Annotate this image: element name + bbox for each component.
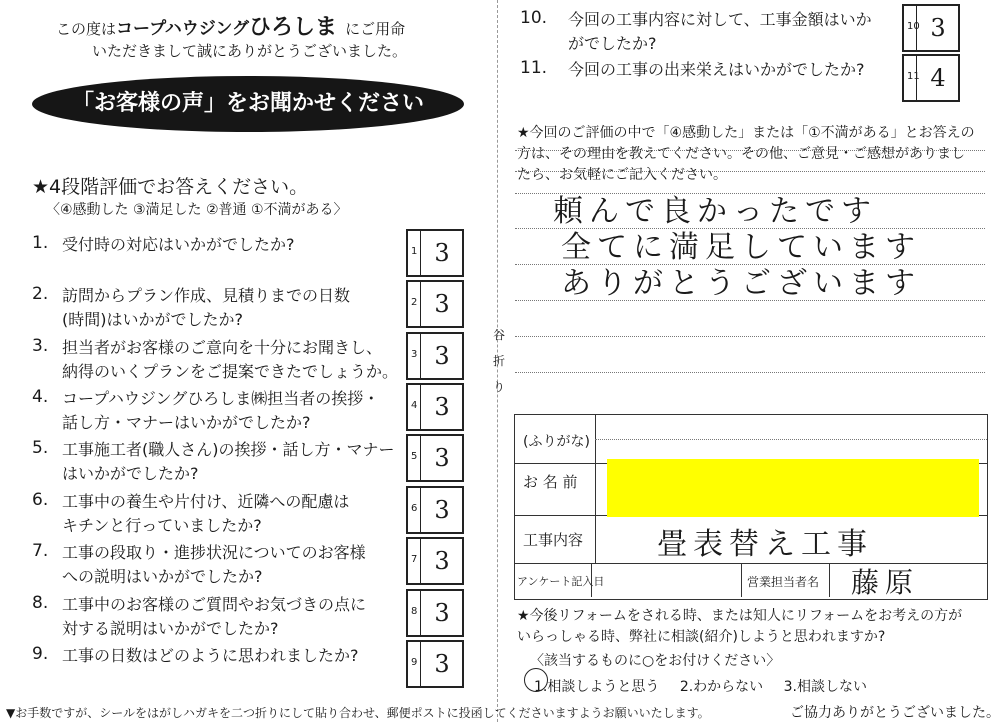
question-text <box>62 541 366 589</box>
rating-box[interactable] <box>406 229 464 277</box>
question-text <box>62 644 359 668</box>
question-number: 6. <box>32 490 49 510</box>
fold-label-char: 折 <box>492 354 505 368</box>
question-text <box>62 387 379 435</box>
referral-question <box>517 606 962 648</box>
rating-box[interactable] <box>406 640 464 688</box>
referral-option-2[interactable]: 2.わからない <box>679 679 764 695</box>
referral-instruction: 〈該当するものに○をお付けください〉 <box>530 653 781 669</box>
fold-label-char: 谷 <box>492 328 505 342</box>
ruled-line <box>515 171 985 172</box>
question-text-line: 訪問からプラン作成、見積りまでの日数 <box>62 286 351 305</box>
rating-box[interactable] <box>406 383 464 431</box>
question-text-line: 受付時の対応はいかがでしたか? <box>62 235 295 254</box>
rating-box[interactable] <box>406 486 464 534</box>
question-text-line: 工事中の養生や片付け、近隣への配慮は <box>62 492 350 511</box>
question-row <box>32 593 462 641</box>
rating-value: 3 <box>434 547 450 575</box>
rating-value: 3 <box>434 496 450 524</box>
question-text <box>62 438 395 486</box>
question-text-line: 話し方・マナーはいかがでしたか? <box>62 413 311 432</box>
question-row <box>32 284 462 332</box>
question-number: 3. <box>32 336 49 356</box>
rating-value: 3 <box>434 444 450 472</box>
footer-note: ▼お手数ですが、シールをはがしハガキを二つ折りにして貼り合わせ、郵便ポストに投函してくださいますようお願いいたします。 <box>6 706 710 720</box>
question-row <box>32 490 462 538</box>
question-text-line: キチンと行っていましたか? <box>62 516 262 535</box>
rating-box-divider <box>916 6 917 50</box>
rating-box-divider <box>420 436 421 480</box>
furigana-label: (ふりがな) <box>523 434 590 450</box>
question-row <box>520 8 980 56</box>
question-text <box>62 284 350 332</box>
rating-box-divider <box>420 591 421 635</box>
question-number: 4. <box>32 387 49 407</box>
question-text-line: (時間)はいかがでしたか? <box>62 310 243 329</box>
rating-box-divider <box>420 642 421 686</box>
question-number: 1. <box>32 233 49 253</box>
header-logo: ひろしま <box>249 14 338 40</box>
question-text-line: コープハウジングひろしま㈱担当者の挨拶・ <box>62 389 380 408</box>
rating-box[interactable] <box>406 589 464 637</box>
rating-box-number: 2 <box>411 297 418 308</box>
question-text-line: 工事の段取り・進捗状況についてのお客様 <box>62 543 366 562</box>
rating-box-number: 4 <box>411 400 418 411</box>
rating-value: 4 <box>930 64 946 92</box>
question-row <box>32 336 462 384</box>
question-row <box>32 387 462 435</box>
question-text <box>568 58 865 82</box>
question-text-line: 納得のいくプランをご提案できたでしょうか。 <box>62 362 399 381</box>
referral-option-3[interactable]: 3.相談しない <box>783 679 867 695</box>
question-number: 11. <box>520 58 548 78</box>
rating-box-divider <box>420 282 421 326</box>
rating-box[interactable] <box>406 332 464 380</box>
question-number: 8. <box>32 593 49 613</box>
date-label: アンケート記入日 <box>517 575 605 588</box>
question-text-line: 工事施工者(職人さん)の挨拶・話し方・マナー <box>62 440 395 459</box>
rating-title: ★4段階評価でお答えください。 <box>32 176 309 198</box>
work-label: 工事内容 <box>523 531 584 549</box>
comment-prompt-line: 方は、その理由を教えてください。その他、ご意見・ご感想がありまし <box>517 146 965 162</box>
rating-box-number: 9 <box>411 657 418 668</box>
rating-box-divider <box>420 539 421 583</box>
rating-box-divider <box>420 385 421 429</box>
rating-value: 3 <box>434 599 450 627</box>
rating-box-divider <box>420 231 421 275</box>
rating-box-number: 5 <box>411 451 418 462</box>
ruled-line <box>515 336 985 337</box>
rating-box-divider <box>916 56 917 100</box>
referral-question-line: ★今後リフォームをされる時、または知人にリフォームをお考えの方が <box>517 608 963 624</box>
referral-option-1[interactable]: 1.相談しようと思う <box>534 679 660 695</box>
rating-value: 3 <box>434 290 450 318</box>
rating-box-number: 1 <box>411 246 418 257</box>
question-text <box>568 8 872 56</box>
comment-prompt <box>517 123 975 186</box>
header-brand: コープハウジング <box>116 19 250 39</box>
referral-question-line: いらっしゃる時、弊社に相談(紹介)しようと思われますか? <box>517 629 886 645</box>
sales-value: 藤原 <box>851 566 920 599</box>
fold-label-char: り <box>492 380 505 394</box>
handwritten-line: 頼んで良かったです <box>553 194 877 229</box>
question-text-line: 今回の工事の出来栄えはいかがでしたか? <box>568 60 865 79</box>
name-redaction <box>607 459 979 517</box>
name-label: お 名 前 <box>523 473 578 491</box>
question-row <box>32 541 462 589</box>
rating-box[interactable] <box>406 280 464 328</box>
rating-box-number: 3 <box>411 349 418 360</box>
banner: 「お客様の声」をお聞かせください <box>32 76 464 132</box>
question-row <box>32 438 462 486</box>
question-text-line: への説明はいかがでしたか? <box>62 567 263 586</box>
customer-info-table <box>514 414 988 600</box>
question-number: 5. <box>32 438 49 458</box>
question-row <box>520 58 980 106</box>
rating-value: 3 <box>434 650 450 678</box>
fold-label <box>492 322 506 400</box>
referral-options <box>534 676 867 696</box>
question-number: 9. <box>32 644 49 664</box>
question-text <box>62 593 366 641</box>
rating-scale: 〈④感動した ③満足した ②普通 ①不満がある〉 <box>46 202 348 218</box>
question-text-line: 担当者がお客様のご意向を十分にお聞きし、 <box>62 338 383 357</box>
header-suffix: にご用命 <box>345 20 406 38</box>
rating-box[interactable] <box>902 54 960 102</box>
rating-value: 3 <box>434 393 450 421</box>
rating-value: 3 <box>434 239 450 267</box>
comment-prompt-line: たら、お気軽にご記入ください。 <box>517 167 727 183</box>
question-number: 2. <box>32 284 49 304</box>
work-value: 畳表替え工事 <box>657 527 873 562</box>
option-circle-mark <box>524 668 548 692</box>
rating-box-number: 8 <box>411 606 418 617</box>
question-text-line: 今回の工事内容に対して、工事金額はいか <box>568 10 872 29</box>
question-text-line: 対する説明はいかがでしたか? <box>62 619 279 638</box>
question-row <box>32 233 462 281</box>
rating-value: 3 <box>434 342 450 370</box>
question-text-line: はいかがでしたか? <box>62 464 199 483</box>
question-number: 10. <box>520 8 548 28</box>
handwritten-line: 全てに満足しています <box>561 230 921 265</box>
rating-box-number: 7 <box>411 554 418 565</box>
ruled-line <box>515 372 985 373</box>
sales-label: 営業担当者名 <box>747 575 820 589</box>
footer-thanks: ご協力ありがとうございました。 <box>790 705 1000 721</box>
question-text-line: 工事の日数はどのように思われましたか? <box>62 646 359 665</box>
comment-handwritten <box>553 194 921 302</box>
rating-box[interactable] <box>406 537 464 585</box>
rating-box-divider <box>420 334 421 378</box>
handwritten-line: ありがとうございます <box>561 266 921 301</box>
question-text <box>62 490 349 538</box>
question-text-line: がでしたか? <box>568 34 657 53</box>
header-line1 <box>56 10 405 41</box>
rating-value: 3 <box>930 14 946 42</box>
comment-prompt-line: ★今回のご評価の中で「④感動した」または「①不満がある」とお答えの <box>517 125 975 141</box>
rating-box-number: 10 <box>907 21 920 32</box>
ruled-line <box>515 150 985 151</box>
question-text-line: 工事中のお客様のご質問やお気づきの点に <box>62 595 367 614</box>
rating-box[interactable] <box>406 434 464 482</box>
rating-box[interactable] <box>902 4 960 52</box>
rating-box-divider <box>420 488 421 532</box>
question-text <box>62 336 398 384</box>
question-number: 7. <box>32 541 49 561</box>
question-text <box>62 233 295 257</box>
question-row <box>32 644 462 692</box>
rating-box-number: 6 <box>411 503 418 514</box>
header-line2: いただきまして誠にありがとうございました。 <box>92 42 408 60</box>
header-prefix: この度は <box>56 20 117 38</box>
rating-box-number: 11 <box>907 71 920 82</box>
